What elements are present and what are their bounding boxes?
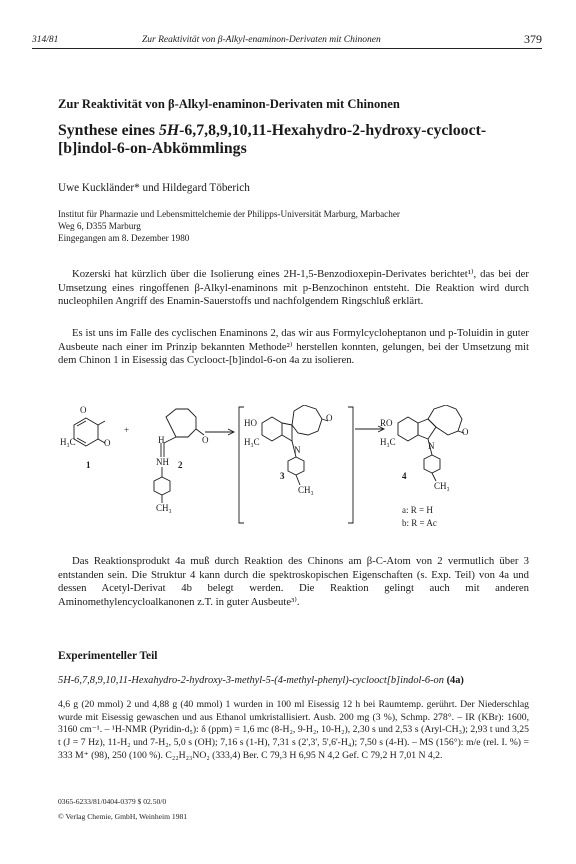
- pyrrole-ring-4: [418, 419, 436, 439]
- nh-label-2: NH: [156, 457, 169, 467]
- paragraph-1-text: Kozerski hat kürzlich über die Isolierung eines 2H-1,5-Benzodioxepin-Derivates berichtet¹⁾, das bei der Umsetzung eines ringoffenen β-Alkyl-enaminons mit p-Benzochinon entsteht. Die Reaktion wird durch nucleophilen Angriff des Enamin-Sauerstoffs und nachfolgendem Ringschluß erklärt.: [58, 268, 529, 307]
- article-supertitle: Zur Reaktivität von β-Alkyl-enaminon-Derivaten mit Chinonen: [58, 97, 400, 111]
- reaction-scheme-drawing: [58, 405, 538, 545]
- cyclooctanone-ring-4: [428, 405, 462, 435]
- tolyl-ring-4: [424, 455, 440, 473]
- affiliation: [58, 208, 528, 244]
- tolyl-ring-3: [288, 457, 304, 475]
- benzene-ring-3: [262, 417, 282, 441]
- plus-sign: +: [124, 425, 130, 435]
- compound-name: 5H-6,7,8,9,10,11-Hexahydro-2-hydroxy-3-methyl-5-(4-methyl-phenyl)-cyclooct[b]indol-6-on: [58, 675, 444, 686]
- h3c-label-4: H₃C: [380, 437, 396, 447]
- h3c-label-1: H₃C: [60, 437, 76, 447]
- paragraph-2-text: Es ist uns im Falle des cyclischen Enaminons 2, das wir aus Formylcycloheptanon und p-Toluidin in guter Ausbeute nach einer im Prinzip bekannten Methode²⁾ herstellen konnten, gelungen, bei der Umsetzung mit dem Chinon 1 in Eisessig das Cyclooct-[b]indol-6-on 4a zu isolieren.: [58, 327, 529, 366]
- compound-number-2: 2: [178, 460, 183, 470]
- running-head-title: Zur Reaktivität von β-Alkyl-enaminon-Derivaten mit Chinonen: [142, 35, 381, 45]
- received-date: Eingegangen am 8. Dezember 1980: [58, 233, 190, 243]
- section-heading: Experimenteller Teil: [58, 650, 158, 662]
- oxygen-label-4: O: [462, 427, 469, 437]
- reaction-scheme: [58, 405, 538, 545]
- compound-number-4: 4: [402, 471, 407, 481]
- affiliation-line-1: Institut für Pharmazie und Lebensmittelchemie der Philipps-Universität Marburg, Marbacher: [58, 209, 400, 219]
- tolyl-ring-2: [154, 477, 170, 495]
- quinone-ring: [74, 418, 98, 446]
- running-head-volume: 314/81: [32, 35, 59, 45]
- footer-code: 0365-6233/81/0404-0379 $ 02.50/0: [58, 797, 167, 806]
- ho-label-3: HO: [244, 418, 257, 428]
- oxygen-label-1a: O: [80, 405, 87, 415]
- compound-title: [58, 675, 528, 686]
- oxygen-label-1b: O: [104, 438, 111, 448]
- paragraph-2: [58, 327, 529, 368]
- paragraph-1: [58, 268, 529, 309]
- ro-label-4: RO: [380, 418, 393, 428]
- affiliation-line-2: Weg 6, D355 Marburg: [58, 221, 141, 231]
- authors: Uwe Kuckländer* und Hildegard Töberich: [58, 182, 250, 194]
- compound-number-3: 3: [280, 471, 285, 481]
- paragraph-3-text: Das Reaktionsprodukt 4a muß durch Reaktion des Chinons am β-C-Atom von 2 vermutlich über 3 entstanden sein. Die Struktur 4 kann durch die spektroskopischen Eigenschaften (s. Exp. Teil) von 4a und dessen Acetyl-Derivat 4b belegt werden. Die Reaktion gelingt auch mit anderen Aminomethylencycloalkanonen z.T. in guter Ausbeute³⁾.: [58, 555, 529, 608]
- compound-label: (4a): [446, 675, 464, 686]
- ch3-label-3: CH₃: [298, 485, 314, 495]
- oxygen-label-3: O: [326, 413, 333, 423]
- h3c-label-3: H₃C: [244, 437, 260, 447]
- title-part-1: Synthese eines: [58, 122, 159, 139]
- page-number: 379: [524, 32, 542, 46]
- variant-a-label: a: R = H: [402, 505, 433, 515]
- title-part-2: -6,7,8,9,10,11-Hexahydro-2-hydroxy-cyclooct-[b]indol-6-on-Abkömmlings: [58, 122, 487, 157]
- cyclooctanone-ring-3: [292, 405, 322, 435]
- nitrogen-label-4: N: [428, 441, 435, 451]
- footer-copyright: © Verlag Chemie, GmbH, Weinheim 1981: [58, 812, 188, 821]
- title-italic: 5H: [158, 122, 180, 139]
- running-head: [32, 34, 542, 49]
- paragraph-3: [58, 555, 529, 609]
- ch3-label-2: CH₃: [156, 503, 172, 513]
- compound-number-1: 1: [86, 460, 91, 470]
- nitrogen-label-3: N: [294, 445, 301, 455]
- hydrogen-label-2: H: [158, 435, 165, 445]
- oxygen-label-2: O: [202, 435, 209, 445]
- experimental-body: 4,6 g (20 mmol) 2 und 4,88 g (40 mmol) 1 wurden in 100 ml Eisessig 12 h bei Raumtemp. gerührt. Der Niederschlag wurde mit Eisessig gewaschen und aus Ethanol umkristallisiert. Ausb. 200 mg (3 %), Schmp. 278°. – IR (KBr): 1600, 3160 cm⁻¹. – ¹H-NMR (Pyridin-d₅): δ (ppm) = 1,6 mc (8-H₂, 9-H₂, 10-H₂), 2,30 s und 2,53 s (Aryl-CH₃); 2,93 t und 3,25 t (J = 7 Hz), 11-H₂ und 7-H₂, 5,0 s (OH); 7,16 s (1-H), 7,31 s (2',3', 5',6'-H₄); 7,50 s (4-H). – MS (156°): m/e (rel. I. %) = 333 M⁺ (98), 250 (100 %). C₂₂H₂₃NO₂ (333,4) Ber. C 79,3 H 6,95 N 4,2 Gef. C 79,2 H 7,01 N 4,2.: [58, 699, 529, 761]
- variant-b-label: b: R = Ac: [402, 518, 437, 528]
- cycloheptanone-ring: [166, 409, 196, 437]
- ch3-label-4: CH₃: [434, 481, 450, 491]
- article-title: [58, 122, 528, 158]
- benzene-ring-4: [398, 417, 418, 441]
